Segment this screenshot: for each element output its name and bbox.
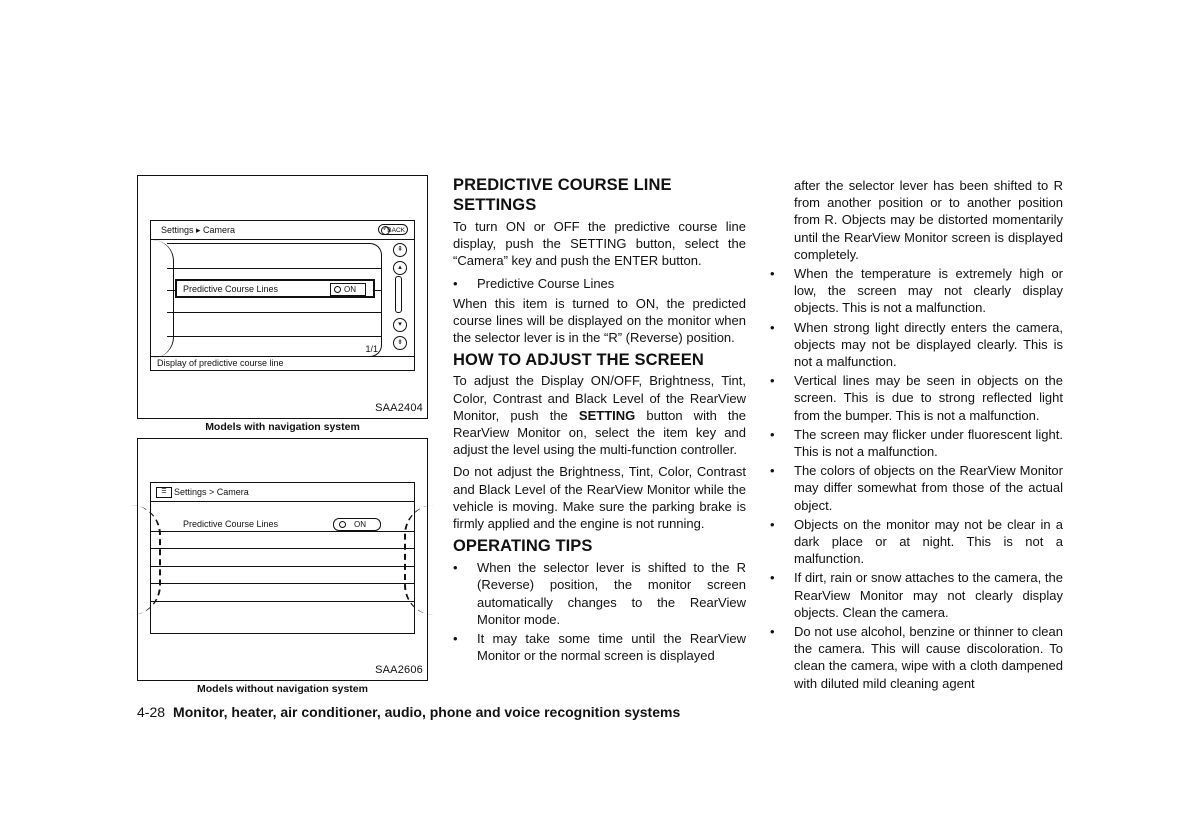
bullet-text: Predictive Course Lines: [477, 275, 615, 291]
paragraph: When this item is turned to ON, the predicted course lines will be displayed on the monitor when the selector lever is in the “R” (Reverse) position.: [453, 295, 746, 346]
figure1-caption: Models with navigation system: [205, 421, 360, 433]
paragraph: To turn ON or OFF the predictive course line display, push the SETTING button, select the “Camera” key and push the ENTER button.: [453, 219, 746, 269]
item-label: Predictive Course Lines: [183, 519, 279, 529]
screen-title: Settings > Camera: [174, 487, 249, 497]
figure-code: SAA2606: [375, 664, 423, 676]
settings-icon: ☰: [156, 487, 172, 498]
figure-code: SAA2404: [375, 402, 423, 414]
text-column-1: [453, 175, 746, 664]
page-up-icon: ⇞: [393, 243, 407, 257]
bullet-icon: •: [453, 631, 458, 647]
list-curve-left: [153, 240, 174, 358]
bullet-icon: •: [770, 624, 775, 640]
list-area: [167, 243, 382, 357]
bullet-item: [770, 516, 1063, 568]
bullet-text: When the selector lever is shifted to the R (Reverse) position, the monitor screen automatically changes to the RearView Monitor mode.: [477, 560, 746, 627]
page-indicator: 1/1: [365, 344, 378, 354]
radio-indicator-icon: [334, 286, 341, 293]
scroll-track: [395, 276, 402, 313]
scroll-up-icon: ▴: [393, 261, 407, 275]
bullet-icon: •: [770, 426, 775, 442]
heading-how-to-adjust-the-screen: HOW TO ADJUST THE SCREEN: [453, 351, 704, 370]
page-down-icon: ⇟: [393, 336, 407, 350]
predictive-course-lines-item: [175, 279, 375, 298]
bullet-item: [770, 426, 1063, 460]
page-footer: [137, 704, 680, 720]
item-state: ON: [354, 520, 366, 529]
bullet-item: [770, 462, 1063, 514]
paragraph: [453, 372, 746, 458]
section-title: Monitor, heater, air conditioner, audio, phone and voice recognition systems: [173, 704, 681, 720]
item-state: ON: [344, 285, 356, 294]
bullet-text: Do not use alcohol, benzine or thinner to clean the camera. This will cause discoloration. To clean the camera, wipe with a cloth dampened with diluted mild cleaning agent: [794, 624, 1063, 691]
bullet-text: Objects on the monitor may not be clear in a dark place or at night. This is not a malfunction.: [794, 516, 1063, 567]
on-toggle: [333, 518, 381, 531]
bullet-text: When strong light directly enters the camera, objects may not be displayed clearly. This is not a malfunction.: [794, 319, 1063, 370]
settings-camera-screen: [150, 220, 415, 371]
screen-title: Settings ▸ Camera: [161, 225, 236, 235]
heading-predictive-course-line-settings: PREDICTIVE COURSE LINE SETTINGS: [453, 176, 672, 214]
bullet-item: [453, 559, 746, 628]
bullet-icon: •: [453, 275, 458, 291]
bullet-icon: •: [770, 373, 775, 389]
back-arrow-icon: ↶: [382, 227, 389, 233]
figure2-caption: Models without navigation system: [197, 683, 368, 695]
paragraph-part: To adjust the Display ON/OFF, Brightness, Tint, Color, Contrast and Black Level of the RearView Monitor, push the: [453, 373, 746, 423]
status-text: Display of predictive course line: [157, 358, 284, 368]
bullet-item: [770, 372, 1063, 424]
bullet-item: [770, 623, 1063, 692]
figure-navigation-screen: [137, 175, 428, 419]
setting-bold-text: SETTING: [578, 407, 636, 423]
on-toggle: [330, 283, 366, 296]
radio-indicator-icon: [339, 521, 346, 528]
bullet-text: When the temperature is extremely high or low, the screen may not clearly display objects. This is not a malfunction.: [794, 266, 1063, 316]
paragraph: after the selector lever has been shifted to R from another position or to another position from R. Objects may be distorted momentarily until the RearView Monitor screen is displayed completely.: [794, 178, 1063, 262]
back-label: BACK: [387, 227, 405, 234]
bullet-item: [770, 265, 1063, 317]
left-course-line: [131, 505, 161, 615]
bullet-icon: •: [770, 570, 775, 586]
bullet-item: [770, 569, 1063, 621]
bullet-icon: •: [770, 463, 775, 479]
bullet-item: [453, 275, 746, 292]
bullet-text: The screen may flicker under fluorescent light. This is not a malfunction.: [794, 426, 1063, 460]
bullet-text: The colors of objects on the RearView Monitor may differ somewhat from those of the actual object.: [794, 463, 1063, 513]
figure-non-navigation-screen: [137, 438, 428, 681]
bullet-icon: •: [453, 560, 458, 576]
bullet-item: [453, 630, 746, 664]
item-label: Predictive Course Lines: [183, 284, 279, 294]
bullet-text: Vertical lines may be seen in objects on the screen. This is due to strong reflected light from the bumper. This is not a malfunction.: [794, 373, 1063, 423]
back-button: [378, 224, 408, 235]
bullet-icon: •: [770, 319, 775, 335]
right-course-line: [404, 505, 434, 615]
text-column-2: [770, 177, 1063, 692]
heading-operating-tips: OPERATING TIPS: [453, 537, 593, 556]
paragraph: Do not adjust the Brightness, Tint, Color, Contrast and Black Level of the RearView Monitor while the vehicle is moving. Make sure the parking brake is firmly applied and the engine is not running.: [453, 464, 746, 532]
bullet-icon: •: [770, 266, 775, 282]
settings-camera-screen: [150, 482, 415, 634]
scroll-down-icon: ▾: [393, 318, 407, 332]
bullet-item: [770, 319, 1063, 371]
paragraph-part: button with the RearView Monitor on, select the item key and adjust the level using the multi-function controller.: [453, 407, 747, 458]
bullet-text: If dirt, rain or snow attaches to the camera, the RearView Monitor may not clearly display objects. Clean the camera.: [794, 570, 1063, 620]
page-number: 4-28: [137, 704, 166, 720]
bullet-text: It may take some time until the RearView Monitor or the normal screen is displayed: [477, 631, 746, 664]
bullet-icon: •: [770, 516, 775, 532]
